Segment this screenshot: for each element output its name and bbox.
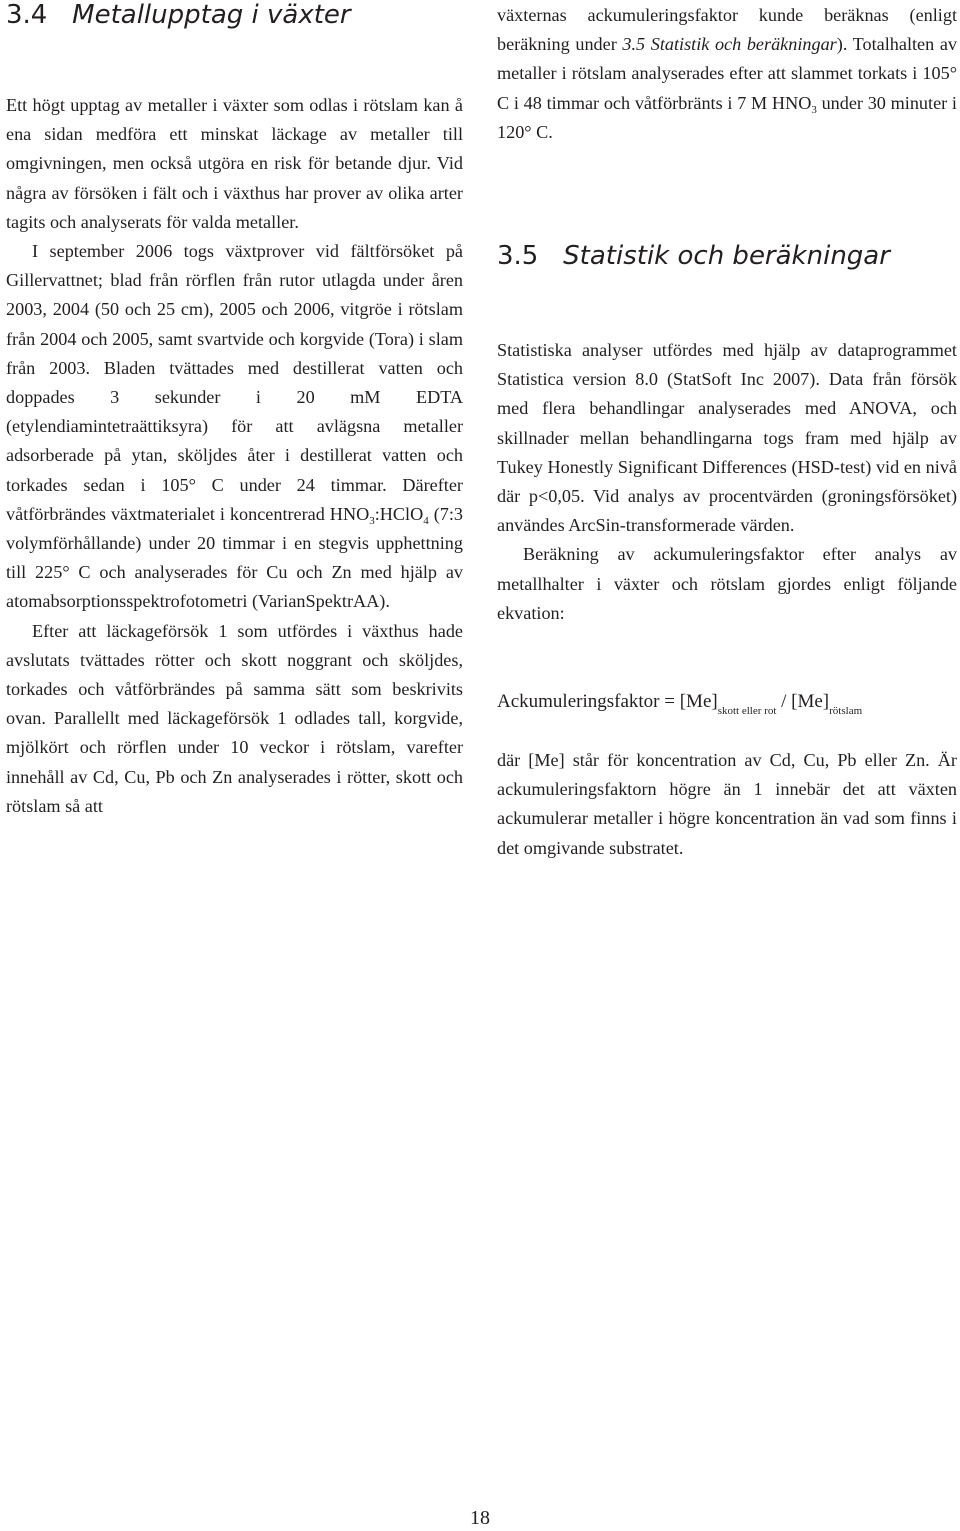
right-text-block-statistics [497,336,957,628]
section-heading-3-4 [6,0,351,30]
cross-reference: 3.5 Statistik och beräkningar [622,34,837,55]
paragraph-accumulation-continued: växternas ackumuleringsfaktor kunde beräknas (enligt beräkning under 3.5 Statistik och beräkningar). Totalhalten av metaller i rötslam analyserades efter att slammet torkats i 105° C i 48 timmar och våtförbränts i 7 M $HNO_3$ under 30 minuter i 120° C. [497,5,957,142]
paragraph-calculation-intro: Beräkning av ackumuleringsfaktor efter analys av metallhalter i växter och rötslam gjordes enligt följande ekvation: [497,544,957,623]
right-text-block-bottom [497,746,957,863]
left-text-block [6,91,463,821]
left-column [6,0,463,1000]
paragraph-statistics: Statistiska analyser utfördes med hjälp av dataprogrammet Statistica version 8.0 (StatSoft Inc 2007). Data från försök med flera behandlingar analyserades med ANOVA, och skillnader mellan behandlingarna togs fram med hjälp av Tukey Honestly Significant Differences (HSD-test) vid en nivå där p<0,05. Vid analys av procentvärden (groningsförsöket) användes ArcSin-transformerade värden. [497,340,957,536]
paragraph-field-sampling: I september 2006 togs växtprover vid fältförsöket på Gillervattnet; blad från rörflen från rutor utlagda under åren 2003, 2004 (50 och 25 cm), 2005 och 2006, vitgröe i rötslam från 2004 och 2005, samt svartvide och korgvide (Tora) i slam från 2003. Bladen tvättades med destillerat vatten och doppades 3 sekunder i 20 mM EDTA (etylendiamintetraättiksyra) för att avlägsna metaller adsorberade på ytan, sköljdes åter i destillerat vatten och torkades sedan i 105° C under 24 timmar. Därefter våtförbrändes växtmaterialet i koncentrerad $HNO_3:HClO_4$ (7:3 volymförhållande) under 20 timmar i en stegvis upphettning till 225° C och analyserades för Cu och Zn med hjälp av atomabsorptionsspektrofotometri (VarianSpektrAA). [6,241,463,612]
section-number: 3.4 [6,0,48,30]
right-text-block-top [497,1,957,147]
right-column [497,0,957,1000]
accumulation-factor-equation: Ackumuleringsfaktor = $[Me]_{skott eller rot} / [Me]_{rötslam}$ [497,691,863,717]
section-title: Metallupptag i växter [72,0,351,30]
page-number: 18 [470,1507,490,1529]
section-heading-3-5 [497,241,890,271]
paragraph-intro: Ett högt upptag av metaller i växter som odlas i rötslam kan å ena sidan medföra ett minskat läckage av metaller till omgivningen, men också utgöra en risk för betande djur. Vid några av försöken i fält och i växthus har prover av olika arter tagits och analyserats för valda metaller. [6,95,463,232]
paragraph-equation-explanation: där [Me] står för koncentration av Cd, Cu, Pb eller Zn. Är ackumuleringsfaktorn högre än 1 innebär det att växten ackumulerar metaller i högre koncentration än vad som finns i det omgivande substratet. [497,750,957,858]
section-title: Statistik och beräkningar [563,241,890,271]
paragraph-greenhouse: Efter att läckageförsök 1 som utfördes i växthus hade avslutats tvättades rötter och skott noggrant och sköljdes, torkades och våtförbrändes på samma sätt som beskrivits ovan. Parallellt med läckageförsök 1 odlades tall, korgvide, mjölkört och rörflen under 10 veckor i rötslam, varefter innehåll av Cd, Cu, Pb och Zn analyserades i rötter, skott och rötslam så att [6,620,463,816]
section-number: 3.5 [497,241,539,271]
